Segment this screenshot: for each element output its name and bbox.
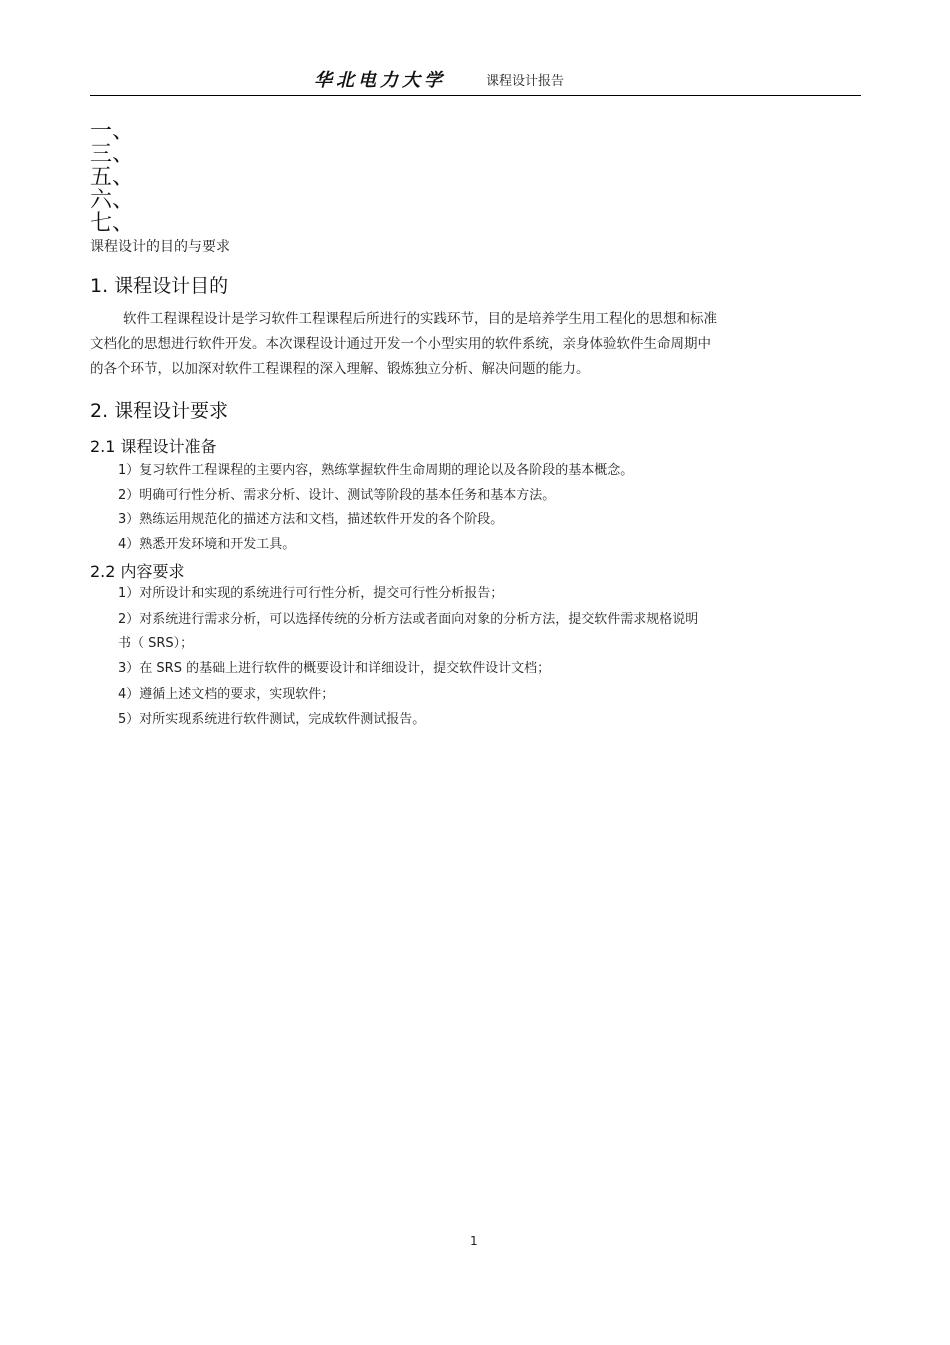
numeral-item: 六、 bbox=[90, 188, 135, 213]
list-item: 4）遵循上述文档的要求，实现软件； bbox=[118, 687, 335, 702]
page-number: 1 bbox=[470, 1234, 478, 1248]
chapter-title: 课程设计的目的与要求 bbox=[90, 239, 230, 255]
paragraph-line: 文档化的思想进行软件开发。本次课程设计通过开发一个小型实用的软件系统，亲身体验软件生命周期中 bbox=[90, 336, 711, 352]
numeral-item: 五、 bbox=[90, 165, 135, 190]
paragraph-line: 的各个环节，以加深对软件工程课程的深入理解、锻炼独立分析、解决问题的能力。 bbox=[90, 361, 590, 377]
list-item: 2）对系统进行需求分析，可以选择传统的分析方法或者面向对象的分析方法，提交软件需求规格说明 bbox=[118, 612, 699, 627]
section-heading-requirements: 2. 课程设计要求 bbox=[90, 400, 229, 422]
numeral-item: 七、 bbox=[90, 211, 135, 236]
list-item: 1）复习软件工程课程的主要内容，熟练掌握软件生命周期的理论以及各阶段的基本概念。 bbox=[118, 463, 634, 478]
chapter-numerals bbox=[90, 120, 134, 235]
list-item: 3）熟练运用规范化的描述方法和文档，描述软件开发的各个阶段。 bbox=[118, 512, 504, 527]
list-item: 1）对所设计和实现的系统进行可行性分析，提交可行性分析报告； bbox=[118, 586, 504, 601]
list-item: 2）明确可行性分析、需求分析、设计、测试等阶段的基本任务和基本方法。 bbox=[118, 488, 556, 503]
header-title: 课程设计报告 bbox=[486, 74, 565, 89]
university-logo: 华北电力大学 bbox=[314, 70, 446, 91]
subsection-heading-preparation: 2.1 课程设计准备 bbox=[90, 437, 217, 456]
header-divider bbox=[90, 95, 861, 96]
list-item: 3）在 SRS 的基础上进行软件的概要设计和详细设计，提交软件设计文档； bbox=[118, 661, 551, 676]
list-item-continuation: 书（ SRS）； bbox=[118, 636, 194, 651]
numeral-item: 三、 bbox=[90, 142, 135, 167]
page-header bbox=[90, 66, 860, 96]
paragraph-line: 软件工程课程设计是学习软件工程课程后所进行的实践环节，目的是培养学生用工程化的思想和标准 bbox=[123, 311, 717, 327]
list-item: 4）熟悉开发环境和开发工具。 bbox=[118, 537, 296, 552]
list-item: 5）对所实现系统进行软件测试，完成软件测试报告。 bbox=[118, 712, 426, 727]
purpose-paragraph bbox=[90, 307, 790, 382]
numeral-item: 一、 bbox=[90, 119, 135, 144]
section-heading-purpose: 1. 课程设计目的 bbox=[90, 275, 229, 297]
subsection-heading-content: 2.2 内容要求 bbox=[90, 562, 185, 581]
